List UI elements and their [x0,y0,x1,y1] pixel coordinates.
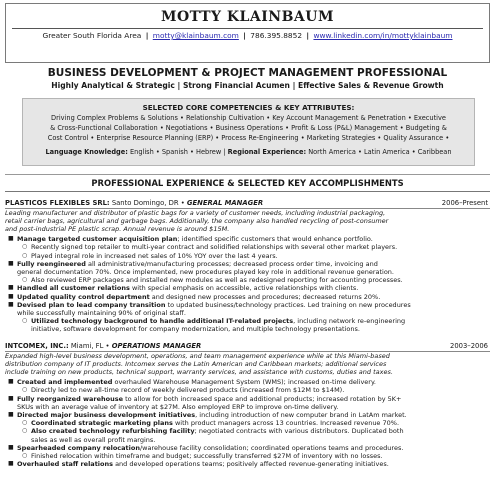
company-name: PLASTICOS FLEXIBLES SRL: [5,199,110,207]
bullet-body-text: , including introduction of new computer brand in LatAm market. [195,410,407,419]
location-text: Greater South Florida Area [42,31,142,40]
languages-text: English • Spanish • Hebrew [129,148,222,156]
bullet-body-text: /warehouse facility consolidation; coordinated operations teams and procedures. [139,443,404,452]
bullet-body-text: , including network re-engineering [293,317,406,326]
bullet-text [8,395,490,403]
sub-bullet-item [22,419,490,427]
email-link[interactable]: motty@klainbaum.com [152,31,239,40]
section-divider [5,191,490,192]
bullet-body-text: all administrative/manufacturing processes; decreased process order time, invoicing and [85,259,378,268]
bullet-text [22,276,490,284]
bullet-bold-text: Fully reorganized warehouse [17,394,123,403]
bullet-bold-text: Updated quality control department [17,292,150,301]
square-bullet-icon: ■ [8,259,14,267]
job-description [5,209,490,234]
separator: | [145,31,149,40]
circle-bullet-icon: ○ [22,451,28,459]
square-bullet-icon: ■ [8,394,14,402]
sub-bullet-item [22,252,490,260]
contact-line [6,31,489,40]
bullet-body-text: ; identified specific customers that would enhance portfolio. [177,235,373,244]
square-bullet-icon: ■ [8,292,14,300]
job-title: OPERATIONS MANAGER [111,342,202,350]
experience-section-title: PROFESSIONAL EXPERIENCE & SELECTED KEY ACCOMPLISHMENTS [91,178,404,188]
bullet-item [8,411,490,419]
bullet-body-text: Finished relocation within timeframe and budget; successfully transferred $27M of inventory with no losses. [31,451,383,460]
square-bullet-icon: ■ [8,460,14,468]
regions-text: North America • Latin America • Caribbean [308,148,452,156]
bullet-item [8,460,490,468]
bullet-item [8,260,490,276]
bullet-body-text: and developed operations teams; positively affected revenue-generating initiatives. [113,460,389,469]
bullet-body-text: with product managers across 13 countries. Increased revenue 70%. [172,419,400,428]
name-divider [12,28,483,29]
bullet-body-text: and designed new processes and procedures; decreased returns 20%. [149,292,381,301]
bullet-bold-text: Utilized technology background to handle additional IT-related projects [31,317,294,326]
competencies-line: Driving Complex Problems & Solutions • Relationship Cultivation • Key Account Management & Penetration • Executive [51,114,446,122]
job-description [5,352,490,377]
bullet-body-text: Recently signed top retailer to multi-year contract and solidified relationships with several other market players. [31,243,398,252]
bullet-continuation: general documentation 70%. Once implemented, new procedures played key role in additional revenue generation. [17,267,394,276]
bullet-continuation: initiative, software development for company modernization, and multiple technology presentations. [31,325,360,334]
bullet-body-text: Directly led to new all-time record of weekly delivered products (increased from $12M to $14M). [31,386,345,395]
description-line: Expanded high-level business development, operations, and team management experience while at this Miami-based [5,352,390,360]
company-name: INTCOMEX, INC.: [5,342,69,350]
language-label: Language Knowledge: [45,148,128,156]
square-bullet-icon: ■ [8,235,14,243]
job-location: Miami, FL • [70,342,110,350]
job-dates: 2006–Present [441,199,488,207]
languages-regions-line [23,148,474,156]
job-dates: 2003–2006 [450,342,488,350]
phone-text: 786.395.8852 [250,31,303,40]
sub-bullet-item [22,386,490,394]
bullet-item [8,284,490,292]
bullet-bold-text: Coordinated strategic marketing plans [31,419,173,428]
separator: | [243,31,246,40]
bullet-text [22,252,490,260]
bullet-item [8,235,490,243]
description-line: include training on new products, technical support, warranty services, and assistance with customs, duties and taxes. [5,368,393,377]
bullet-bold-text: Devised plan to lead company transition [17,300,166,309]
description-line: Leading manufacturer and distributor of plastic bags for a variety of customer needs, including industrial packaging, [5,209,386,217]
bullet-text [22,419,490,427]
name-header-box [5,3,490,63]
bullet-text [8,293,490,301]
bullet-text [8,460,490,468]
square-bullet-icon: ■ [8,410,14,418]
bullet-bold-text: Spearheaded company relocation [17,443,140,452]
description-line: distribution company of IT products. Intcomex serves the Latin American and Caribbean markets; additional services [5,360,387,369]
bullet-text [22,386,490,394]
bullet-text [8,444,490,452]
description-line: and post-industrial PE plastic scrap. Annual revenue is around $15M. [5,225,230,234]
circle-bullet-icon: ○ [22,427,28,435]
bullet-text [8,411,490,419]
section-divider-top [5,174,490,175]
sub-bullet-item [22,243,490,251]
circle-bullet-icon: ○ [22,276,28,284]
bullet-item [8,378,490,386]
headline-title: BUSINESS DEVELOPMENT & PROJECT MANAGEMENT PROFESSIONAL [47,67,448,79]
competencies-box [22,98,475,166]
competencies-title: SELECTED CORE COMPETENCIES & KEY ATTRIBUTES: [142,103,355,112]
bullet-bold-text: Directed major business development initiatives [17,410,196,419]
square-bullet-icon: ■ [8,443,14,451]
bullet-text [8,260,490,268]
bullet-text [22,243,490,251]
circle-bullet-icon: ○ [22,386,28,394]
separator: | [306,31,310,40]
linkedin-link[interactable]: www.linkedin.com/in/mottyklainbaum [313,31,453,40]
bullet-body-text: to allow for both increased space and additional products; increased rotation by 5K+ [123,394,402,403]
bullet-body-text: Also reviewed ERP packages and installed new modules as well as redesigned reporting for accounting processes. [31,276,403,285]
circle-bullet-icon: ○ [22,317,28,325]
bullet-item [8,395,490,411]
bullet-text [22,452,490,460]
bullet-bold-text: Manage targeted customer acquisition plan [17,235,178,244]
bullet-item [8,293,490,301]
headline-subtitle: Highly Analytical & Strategic | Strong Financial Acumen | Effective Sales & Revenue Growth [51,81,444,90]
bullet-continuation: SKUs with an average value of inventory at $27M. Also employed ERP to improve on-time delivery. [17,402,339,411]
bullet-text [22,427,490,435]
description-line: retail carrier bags, agricultural and garbage bags. Additionally, the company also handled recycling of post-consumer [5,217,389,226]
job-location: Santo Domingo, DR • [111,199,185,207]
square-bullet-icon: ■ [8,300,14,308]
competencies-line: Cost Control • Enterprise Resource Planning (ERP) • Process Re-Engineering • Marketing Strategies • Quality Assurance • [47,134,450,142]
bullet-bold-text: Fully reengineered [17,259,86,268]
bullet-continuation: while successfully maintaining 90% of original staff. [17,308,186,317]
sub-bullet-item [22,452,490,460]
job-title: GENERAL MANAGER [186,199,264,207]
bullet-bold-text: Overhauled staff relations [17,460,113,469]
separator: | [223,148,226,156]
sub-bullet-item [22,427,490,443]
bullet-continuation: sales as well as overall profit margins. [31,435,156,444]
bullet-body-text: ; negotiated contracts with various distributors. Duplicated both [194,427,404,436]
candidate-name: MOTTY KLAINBAUM [160,9,335,25]
sub-bullet-item [22,317,490,333]
region-label: Regional Experience: [227,148,307,156]
bullet-body-text: with special emphasis on accessible, active relationships with clients. [129,284,359,293]
bullet-bold-text: Created and implemented [17,378,113,387]
square-bullet-icon: ■ [8,378,14,386]
bullet-bold-text: Also created technology refurbishing facility [31,427,195,436]
square-bullet-icon: ■ [8,284,14,292]
circle-bullet-icon: ○ [22,243,28,251]
bullet-text [8,378,490,386]
sub-bullet-item [22,276,490,284]
bullet-text [22,317,490,325]
bullet-bold-text: Handled all customer relations [17,284,130,293]
circle-bullet-icon: ○ [22,251,28,259]
bullet-body-text: overhauled Warehouse Management System (WMS); increased on-time delivery. [112,378,376,387]
bullet-text [8,235,490,243]
bullet-text [8,284,490,292]
bullet-item [8,444,490,452]
competencies-line: & Cross-Functional Collaboration • Negotiations • Business Operations • Profit & Loss (P&L) Management • Budgeting & [50,124,447,132]
bullet-body-text: to updated business/technology practices. Led training on new procedures [165,300,411,309]
bullet-text [8,301,490,309]
bullet-item [8,301,490,317]
circle-bullet-icon: ○ [22,419,28,427]
bullet-body-text: Played integral role in increased net sales of 10% YOY over the last 4 years. [31,251,278,260]
